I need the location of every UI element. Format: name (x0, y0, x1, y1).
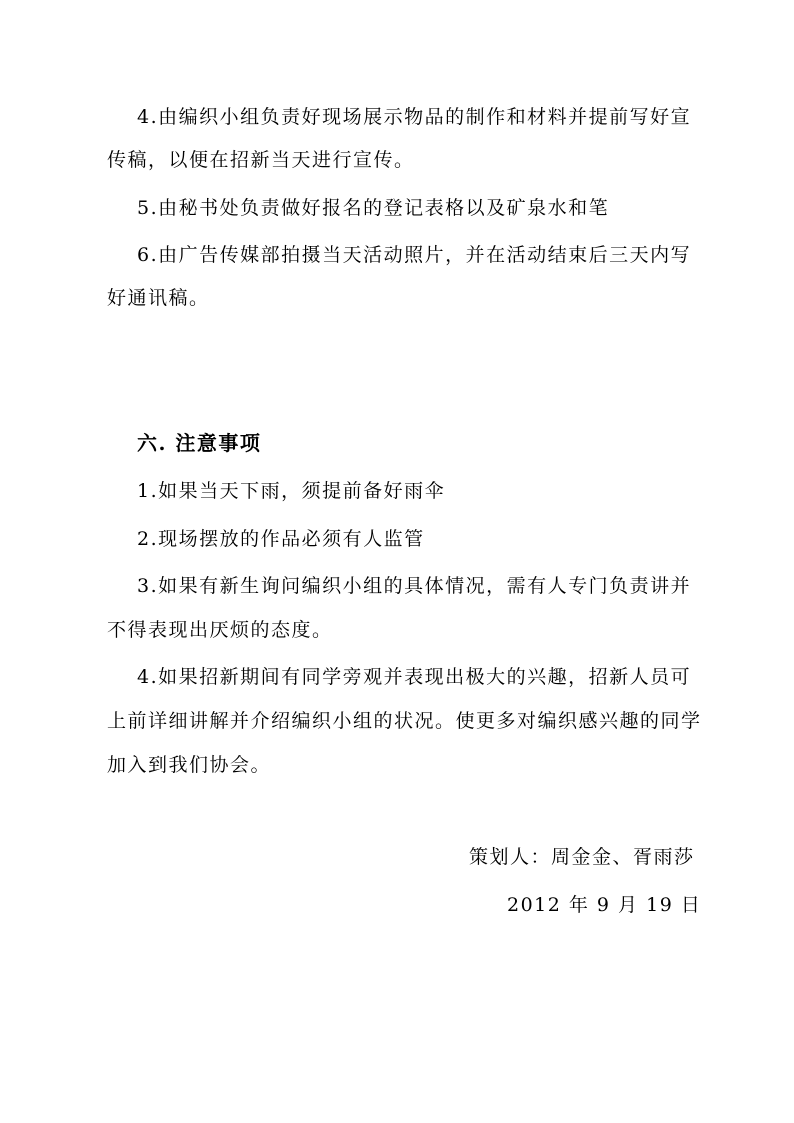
item6-line1: 6.由广告传媒部拍摄当天活动照片，并在活动结束后三天内写 (137, 244, 692, 266)
note4-line2: 上前详细讲解并介绍编织小组的状况。使更多对编织感兴趣的同学 (107, 710, 702, 732)
item4-line2: 传稿，以便在招新当天进行宣传。 (107, 149, 415, 171)
note2-text: 2.现场摆放的作品必须有人监管 (137, 528, 425, 550)
section-title-notes: 六. 注意事项 (137, 431, 262, 455)
note4-line1: 4.如果招新期间有同学旁观并表现出极大的兴趣，招新人员可 (137, 666, 692, 688)
item5-text: 5.由秘书处负责做好报名的登记表格以及矿泉水和笔 (137, 197, 610, 219)
document-date: 2012 年 9 月 19 日 (507, 894, 702, 916)
note3-line2: 不得表现出厌烦的态度。 (107, 619, 333, 641)
item4-line1: 4.由编织小组负责好现场展示物品的制作和材料并提前写好宣 (137, 106, 692, 128)
item6-line2: 好通讯稿。 (107, 287, 210, 309)
note1-text: 1.如果当天下雨，须提前备好雨伞 (137, 480, 446, 502)
note3-line1: 3.如果有新生询问编织小组的具体情况，需有人专门负责讲并 (137, 575, 692, 597)
note4-line3: 加入到我们协会。 (107, 754, 272, 776)
planner-signature: 策划人：周金金、胥雨莎 (469, 846, 695, 868)
